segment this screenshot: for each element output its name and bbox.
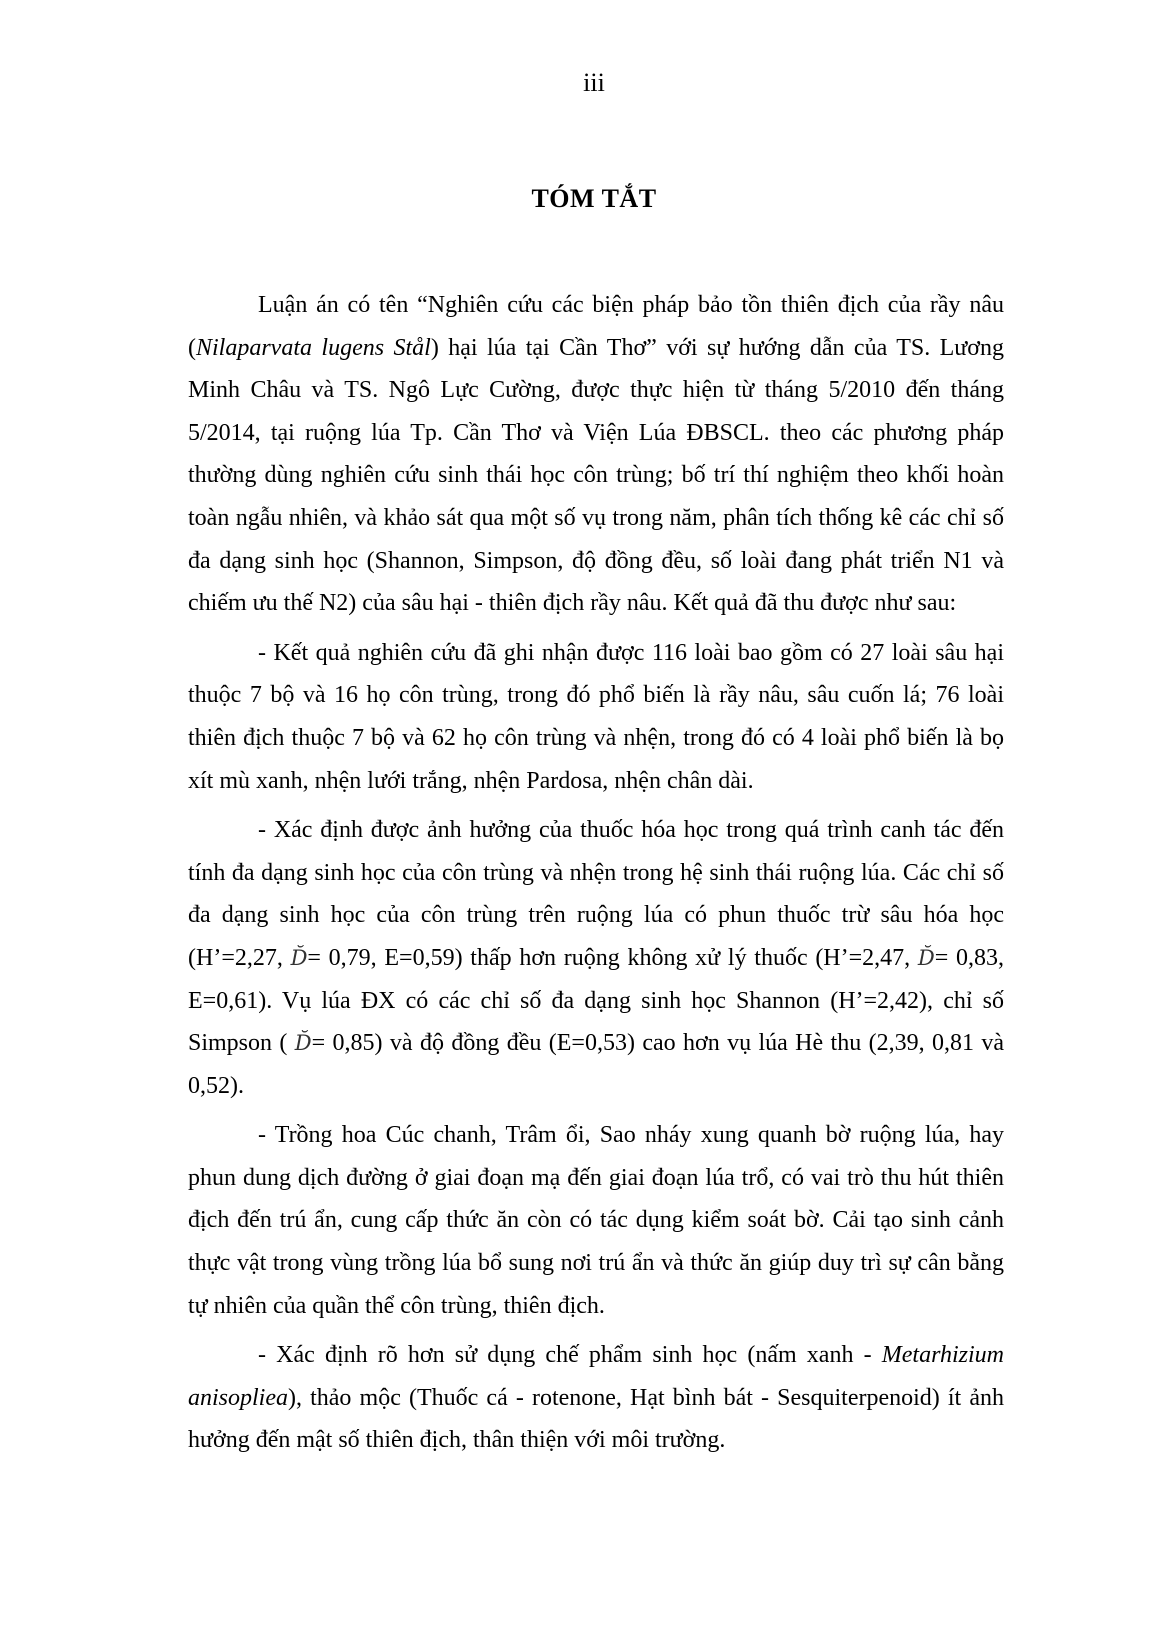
paragraph-intro: [188, 284, 1004, 625]
paragraph-results-biopesticide: [188, 1334, 1004, 1462]
simpson-symbol: D̆: [290, 945, 308, 970]
simpson-symbol: D̆: [294, 1031, 312, 1056]
paragraph-biopesticide-text-a: - Xác định rõ hơn sử dụng chế phẩm sinh học (nấm xanh -: [258, 1342, 882, 1369]
paragraph-intro-text-a: Luận án có tên “Nghiên cứu các biện pháp bảo tồn thiên địch của rầy nâu (: [188, 292, 1004, 361]
paragraph-results-species: - Kết quả nghiên cứu đã ghi nhận được 116 loài bao gồm có 27 loài sâu hại thuộc 7 bộ và 16 họ côn trùng, trong đó phổ biến là rầy nâu, sâu cuốn lá; 76 loài thiên địch thuộc 7 bộ và 62 họ côn trùng và nhện, trong đó có 4 loài phổ biến là bọ xít mù xanh, nhện lưới trắng, nhện Pardosa, nhện chân dài.: [188, 639, 1004, 794]
paragraph-results-diversity: [188, 809, 1004, 1107]
fungus-species-name: Metarhizium anisopliea: [188, 1342, 1004, 1411]
paragraph-diversity-text-c: = 0,83, E=0,61). Vụ lúa ĐX có các chỉ số đa dạng sinh học Shannon (H’=2,42), chỉ số Simpson (: [188, 944, 1004, 1057]
paragraph-diversity-text-b: = 0,79, E=0,59) thấp hơn ruộng không xử lý thuốc (H’=2,47,: [307, 944, 911, 971]
paragraph-biopesticide-text-b: ), thảo mộc (Thuốc cá - rotenone, Hạt bình bát - Sesquiterpenoid) ít ảnh hưởng đến mật số thiên địch, thân thiện với môi trường.: [188, 1384, 1004, 1454]
abstract-body: [188, 284, 1004, 1469]
simpson-symbol: D̆: [917, 945, 935, 970]
section-title: TÓM TẮT: [531, 184, 657, 213]
paragraph-intro-text-b: ) hại lúa tại Cần Thơ” với sự hướng dẫn của TS. Lương Minh Châu và TS. Ngô Lực Cường, được thực hiện từ tháng 5/2010 đến tháng 5/2014, tại ruộng lúa Tp. Cần Thơ và Viện Lúa ĐBSCL. theo các phương pháp thường dùng nghiên cứu sinh thái học côn trùng; bố trí thí nghiệm theo khối hoàn toàn ngẫu nhiên, và khảo sát qua một số vụ trong năm, phân tích thống kê các chỉ số đa dạng sinh học (Shannon, Simpson, độ đồng đều, số loài đang phát triển N1 và chiếm ưu thế N2) của sâu hại - thiên địch rầy nâu. Kết quả đã thu được như sau:: [188, 334, 1005, 617]
paragraph-diversity-text-d: = 0,85) và độ đồng đều (E=0,53) cao hơn vụ lúa Hè thu (2,39, 0,81 và 0,52).: [188, 1030, 1005, 1099]
paragraph-diversity-text-a: - Xác định được ảnh hưởng của thuốc hóa học trong quá trình canh tác đến tính đa dạng sinh học của côn trùng và nhện trong hệ sinh thái ruộng lúa. Các chỉ số đa dạng sinh học của côn trùng trên ruộng lúa có phun thuốc trừ sâu hóa học (H’=2,27,: [188, 817, 1004, 971]
paragraph-results-habitat: - Trồng hoa Cúc chanh, Trâm ổi, Sao nháy xung quanh bờ ruộng lúa, hay phun dung dịch đường ở giai đoạn mạ đến giai đoạn lúa trổ, có vai trò thu hút thiên địch đến trú ẩn, cung cấp thức ăn còn có tác dụng kiểm soát bờ. Cải tạo sinh cảnh thực vật trong vùng trồng lúa bổ sung nơi trú ẩn và thức ăn giúp duy trì sự cân bằng tự nhiên của quần thể côn trùng, thiên địch.: [188, 1122, 1004, 1319]
page-number: iii: [583, 68, 605, 97]
species-name: Nilaparvata lugens Stål: [196, 334, 431, 361]
